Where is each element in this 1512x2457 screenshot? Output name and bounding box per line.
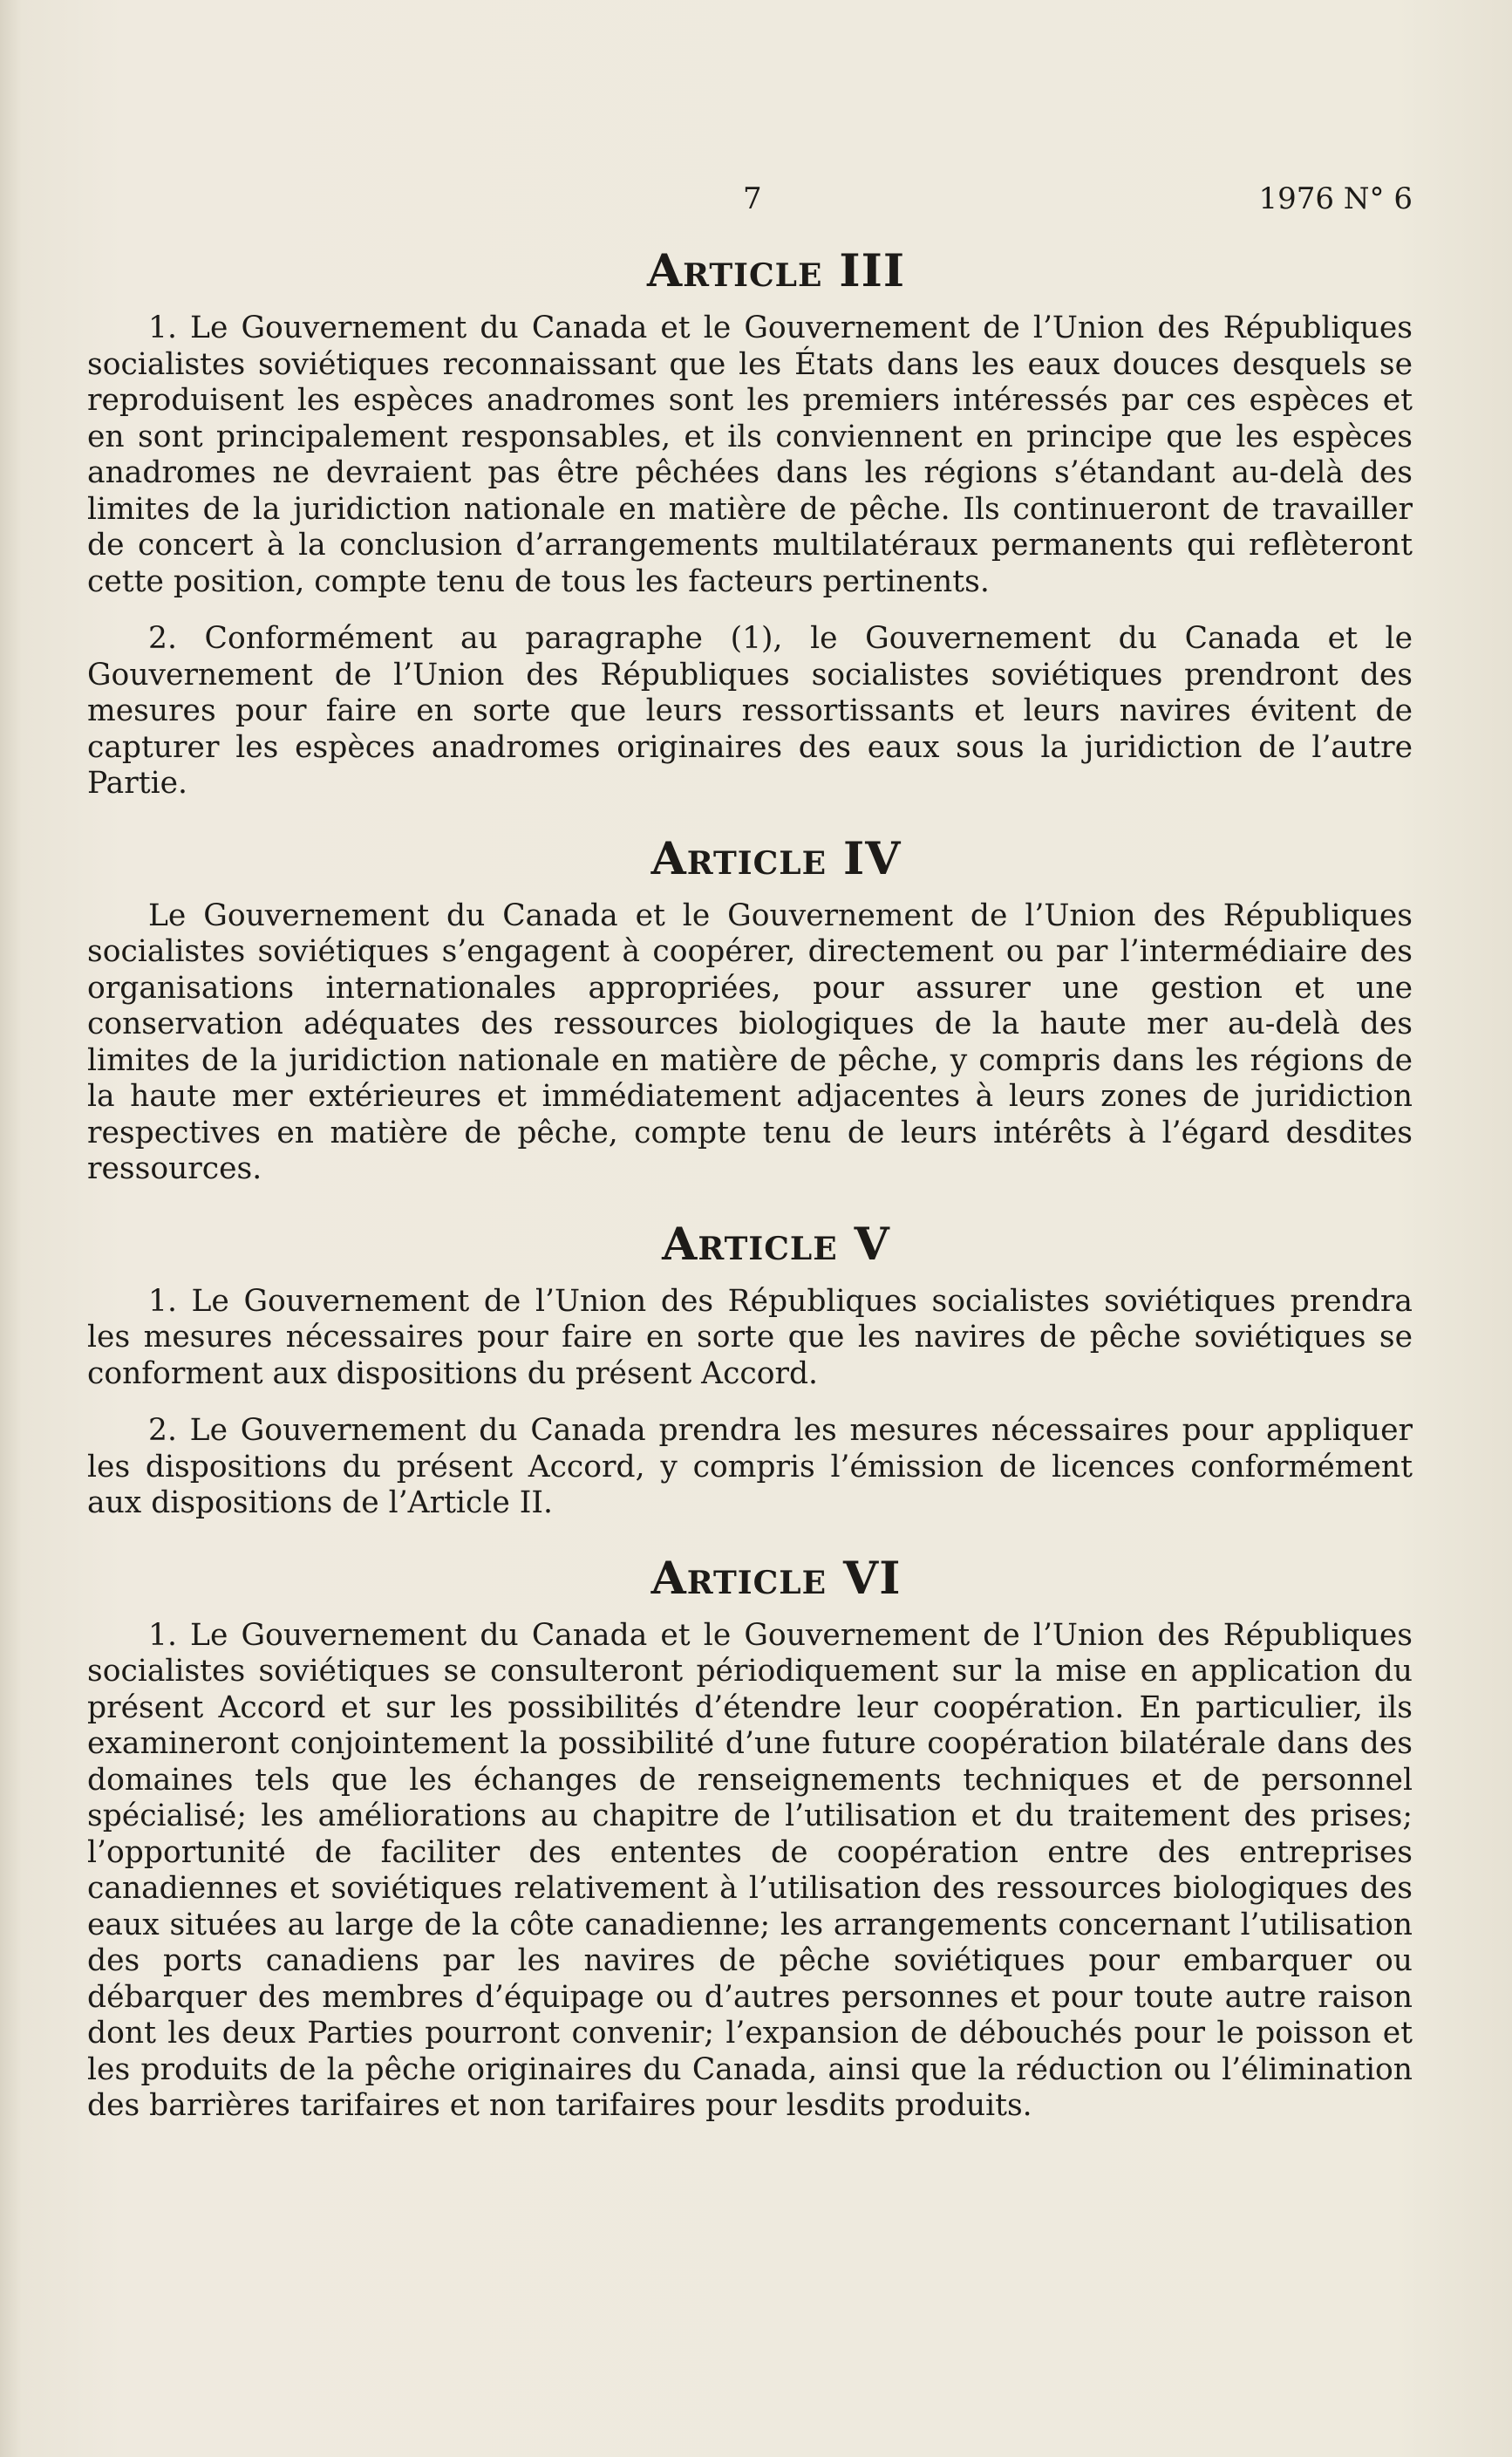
article-heading: Article V (662, 1217, 890, 1271)
page-header (87, 181, 1413, 225)
article-paragraph: 2. Conformément au paragraphe (1), le Gouvernement du Canada et le Gouvernement de l’Union des Républiques socialistes soviétiques prendront des mesures pour faire en sorte que leurs ressortissants et leurs navires évitent de capturer les espèces anadromes originaires des eaux sous la juridiction de l’autre Partie. (87, 621, 1413, 801)
article-heading: Article IV (650, 831, 902, 885)
article-paragraph: 1. Le Gouvernement du Canada et le Gouvernement de l’Union des Républiques socialistes soviétiques se consulteront périodiquement sur la mise en application du présent Accord et sur les possibilités d’étendre leur coopération. En particulier, ils examineront conjointement la possibilité d’une future coopération bilatérale dans des domaines tels que les échanges de renseignements techniques et de personnel spécialisé; les améliorations au chapitre de l’utilisation et du traitement des prises; l’opportunité de faciliter des ententes de coopération entre des entreprises canadiennes et soviétiques relativement à l’utilisation des ressources biologiques des eaux situées au large de la côte canadienne; les arrangements concernant l’utilisation des ports canadiens par les navires de pêche soviétiques pour embarquer ou débarquer des membres d’équipage ou d’autres personnes et pour toute autre raison dont les deux Parties pourront convenir; l’expansion de débouchés pour le poisson et les produits de la pêche originaires du Canada, ainsi que la réduction ou l’élimination des barrières tarifaires et non tarifaires pour lesdits produits. (87, 1617, 1413, 2123)
article-vi (87, 1551, 1413, 2125)
article-iv (87, 831, 1413, 1188)
article-paragraph: 1. Le Gouvernement du Canada et le Gouvernement de l’Union des Républiques socialistes soviétiques reconnaissant que les États dans les eaux douces desquels se reproduisent les espèces anadromes sont les premiers intéressés par ces espèces et en sont principalement responsables, et ils conviennent en principe que les espèces anadromes ne devraient pas être pêchées dans les régions s’étandant au-delà des limites de la juridiction nationale en matière de pêche. Ils continueront de travailler de concert à la conclusion d’arrangements multilatéraux permanents qui reflèteront cette position, compte tenu de tous les facteurs pertinents. (87, 311, 1413, 599)
article-heading: Article III (646, 244, 906, 297)
document-body (87, 244, 1413, 2125)
document-reference: 1976 N° 6 (1258, 181, 1413, 216)
article-paragraph: 2. Le Gouvernement du Canada prendra les mesures nécessaires pour appliquer les dispositions du présent Accord, y compris l’émission de licences conformément aux dispositions de l’Article II. (87, 1413, 1413, 1520)
article-paragraph: Le Gouvernement du Canada et le Gouvernement de l’Union des Républiques socialistes soviétiques s’engagent à coopérer, directement ou par l’intermédiaire des organisations internationales appropriées, pour assurer une gestion et une conservation adéquates des ressources biologiques de la haute mer au-delà des limites de la juridiction nationale en matière de pêche, y compris dans les régions de la haute mer extérieures et immédiatement adjacentes à leurs zones de juridiction respectives en matière de pêche, compte tenu de leurs intérêts à l’égard desdites ressources. (87, 897, 1413, 1186)
article-v (87, 1217, 1413, 1522)
article-iii (87, 244, 1413, 802)
article-paragraph: 1. Le Gouvernement de l’Union des Républiques socialistes soviétiques prendra les mesures nécessaires pour faire en sorte que les navires de pêche soviétiques se conforment aux dispositions du présent Accord. (87, 1283, 1413, 1391)
page-number: 7 (743, 181, 762, 216)
article-heading: Article VI (650, 1551, 902, 1605)
